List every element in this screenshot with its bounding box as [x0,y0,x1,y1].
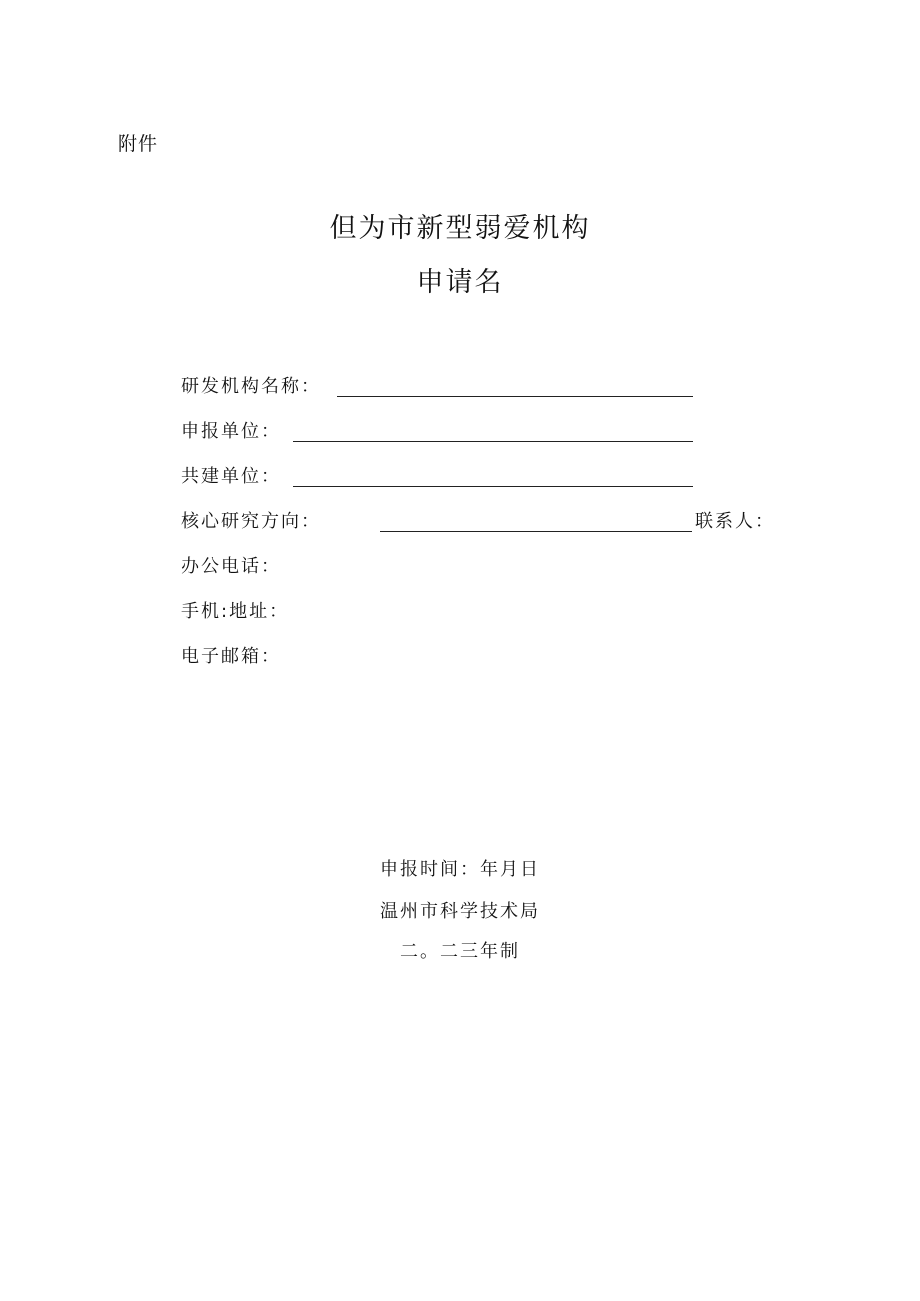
form-row-email [181,644,281,670]
institution-name-field[interactable] [337,396,693,397]
form-row-co-builder [181,464,281,490]
apply-time: 申报时间：年月日 [380,859,540,880]
form-row-core-direction [181,509,775,535]
core-direction-label: 核心研究方向： [181,511,321,532]
office-phone-label: 办公电话： [181,556,281,577]
form-row-applicant-unit [181,419,281,445]
applicant-unit-field[interactable] [293,441,693,442]
document-subtitle: 申请名 [416,267,504,298]
issuing-authority: 温州市科学技术局 [380,901,540,922]
contact-person-label: 联系人： [695,511,775,532]
document-title: 但为市新型弱爱机构 [329,213,591,244]
co-builder-label: 共建单位： [181,466,281,487]
core-direction-field[interactable] [380,531,692,532]
mobile-address-label: 手机:地址： [181,601,290,622]
applicant-unit-label: 申报单位： [181,421,281,442]
form-row-mobile-address [181,599,289,625]
institution-name-label: 研发机构名称： [181,376,321,397]
co-builder-field[interactable] [293,486,693,487]
email-label: 电子邮箱： [181,646,281,667]
year-made: 二。二三年制 [400,941,520,962]
attachment-label: 附件 [118,133,159,155]
form-row-office-phone [181,554,281,580]
form-row-institution-name [181,374,321,400]
